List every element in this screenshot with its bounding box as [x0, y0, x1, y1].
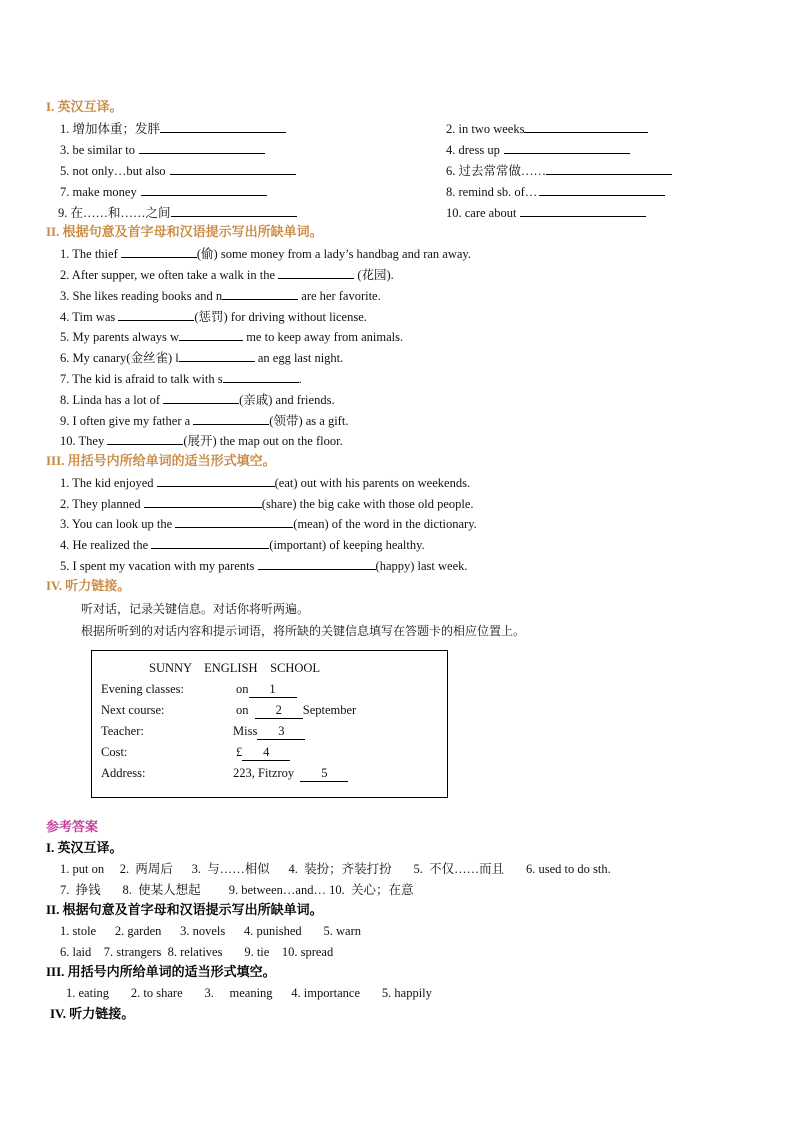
form-value-5 [233, 765, 348, 782]
s1-item-5-text: 5. not only…but also [60, 164, 166, 178]
s2-item-8-pre: 8. Linda has a lot of [60, 393, 164, 407]
s1-item-6-text: 6. 过去常常做…… [446, 164, 547, 178]
answers-s2-line-2: 6. laid 7. strangers 8. relatives 9. tie 10. spread [60, 945, 334, 959]
s3-blank-3[interactable] [175, 515, 293, 528]
form-label-4: Cost: [101, 745, 128, 759]
form-header: SUNNY ENGLISH SCHOOL [149, 661, 321, 675]
s1-item-8 [446, 183, 665, 200]
s2-item-1-post: (偷) some money from a lady’s handbag and ran away. [196, 247, 471, 261]
s1-blank-10[interactable] [520, 204, 646, 217]
s2-item-5-post: me to keep away from animals. [243, 330, 404, 344]
s1-item-10-text: 10. care about [446, 206, 517, 220]
s3-item-2-post: (share) the big cake with those old people. [261, 497, 474, 511]
s1-item-5 [60, 162, 296, 179]
form-blank-4[interactable]: 4 [242, 744, 290, 761]
s2-item-1-pre: 1. The thief [60, 247, 121, 261]
form-value-2-pre: on [236, 703, 255, 717]
answers-s2-title: II. 根据句意及首字母和汉语提示写出所缺单词。 [46, 902, 323, 917]
s2-blank-1[interactable] [121, 245, 197, 258]
s2-item-4-post: (惩罚) for driving without license. [194, 310, 367, 324]
form-value-4-pre: £ [236, 745, 243, 759]
form-blank-1[interactable]: 1 [249, 681, 297, 698]
s2-item-8 [60, 391, 335, 408]
s2-item-5 [60, 328, 403, 345]
s1-item-2 [446, 120, 648, 137]
s2-blank-8[interactable] [163, 391, 239, 404]
s1-blank-9[interactable] [171, 204, 297, 217]
s4-instruction-2: 根据所听到的对话内容和提示词语，将所缺的关键信息填写在答题卡的相应位置上。 [81, 624, 526, 638]
form-blank-2[interactable]: 2 [255, 702, 303, 719]
s2-item-5-pre: 5. My parents always w [60, 330, 180, 344]
s3-item-1 [60, 474, 470, 491]
s3-item-3-pre: 3. You can look up the [60, 517, 176, 531]
s2-blank-9[interactable] [193, 412, 269, 425]
answers-s4-title: IV. 听力链接。 [50, 1006, 135, 1021]
form-value-2-post: September [302, 703, 357, 717]
s2-item-6-pre: 6. My canary(金丝雀) l [60, 351, 179, 365]
s2-item-7-post: . [298, 372, 302, 386]
s3-item-4-pre: 4. He realized the [60, 538, 152, 552]
answers-s2-line-1: 1. stole 2. garden 3. novels 4. punished 5. warn [60, 924, 362, 938]
s1-item-10 [446, 204, 646, 221]
section-3-title: III. 用括号内所给单词的适当形式填空。 [46, 453, 276, 468]
form-label-2: Next course: [101, 703, 165, 717]
s2-item-9 [60, 412, 348, 429]
form-label-5: Address: [101, 766, 146, 780]
s2-item-9-post: (领带) as a gift. [269, 414, 349, 428]
answers-title: 参考答案 [46, 819, 99, 834]
s3-item-5-pre: 5. I spent my vacation with my parents [60, 559, 258, 573]
s3-blank-2[interactable] [144, 495, 262, 508]
s1-blank-4[interactable] [504, 141, 630, 154]
s2-blank-2[interactable] [278, 266, 354, 279]
section-1-title: I. 英汉互译。 [46, 99, 123, 114]
s2-item-7-pre: 7. The kid is afraid to talk with s [60, 372, 223, 386]
s1-item-3-text: 3. be similar to [60, 143, 135, 157]
form-value-3-pre: Miss [233, 724, 258, 738]
answers-s3-title: III. 用括号内所给单词的适当形式填空。 [46, 964, 276, 979]
form-label-1: Evening classes: [101, 682, 184, 696]
s4-instruction-1: 听对话，记录关键信息。对话你将听两遍。 [81, 602, 310, 616]
s2-item-3-post: are her favorite. [298, 289, 381, 303]
s3-item-4 [60, 536, 425, 553]
s2-blank-10[interactable] [107, 432, 183, 445]
s2-blank-3[interactable] [222, 287, 298, 300]
answers-s1-title: I. 英汉互译。 [46, 840, 123, 855]
s3-item-3-post: (mean) of the word in the dictionary. [293, 517, 477, 531]
form-value-1 [236, 681, 297, 698]
s2-blank-4[interactable] [118, 308, 194, 321]
s1-item-6 [446, 162, 672, 179]
s3-blank-4[interactable] [151, 536, 269, 549]
s3-item-4-post: (important) of keeping healthy. [269, 538, 425, 552]
s3-blank-5[interactable] [258, 557, 376, 570]
s2-item-6-post: an egg last night. [254, 351, 344, 365]
s2-item-2-pre: 2. After supper, we often take a walk in the [60, 268, 279, 282]
s2-item-8-post: (亲戚) and friends. [239, 393, 335, 407]
s1-blank-1[interactable] [160, 120, 286, 133]
form-blank-3[interactable]: 3 [257, 723, 305, 740]
form-value-4 [236, 744, 290, 761]
s3-item-1-pre: 1. The kid enjoyed [60, 476, 157, 490]
s2-item-4-pre: 4. Tim was [60, 310, 119, 324]
section-4-title: IV. 听力链接。 [46, 578, 131, 593]
s1-blank-3[interactable] [139, 141, 265, 154]
answers-s1-line-2: 7. 挣钱 8. 使某人想起 9. between…and… 10. 关心；在意 [60, 883, 414, 897]
s2-item-3 [60, 287, 381, 304]
s2-item-2-post: (花园). [354, 268, 394, 282]
s1-blank-5[interactable] [170, 162, 296, 175]
s1-item-3 [60, 141, 265, 158]
section-2-title: II. 根据句意及首字母和汉语提示写出所缺单词。 [46, 224, 323, 239]
s1-item-4-text: 4. dress up [446, 143, 500, 157]
s1-item-1 [60, 120, 286, 137]
s3-item-2 [60, 495, 474, 512]
answers-s1-line-1: 1. put on 2. 两周后 3. 与……相似 4. 装扮；齐装打扮 5. 不仅……而且 6. used to do sth. [60, 862, 611, 876]
s2-item-10-pre: 10. They [60, 434, 108, 448]
s3-item-2-pre: 2. They planned [60, 497, 144, 511]
s2-item-4 [60, 308, 367, 325]
s3-item-5 [60, 557, 468, 574]
s2-item-3-pre: 3. She likes reading books and n [60, 289, 223, 303]
answers-s3-line-1: 1. eating 2. to share 3. meaning 4. importance 5. happily [66, 986, 432, 1000]
s2-item-2 [60, 266, 394, 283]
s1-item-8-text: 8. remind sb. of… [446, 185, 538, 199]
s2-blank-5[interactable] [179, 328, 243, 341]
s3-item-1-post: (eat) out with his parents on weekends. [274, 476, 471, 490]
s1-item-4 [446, 141, 630, 158]
s1-blank-7[interactable] [141, 183, 267, 196]
s2-item-6 [60, 349, 343, 366]
s2-item-7 [60, 370, 302, 387]
form-value-5-pre: 223, Fitzroy [233, 766, 301, 780]
form-blank-5[interactable]: 5 [300, 765, 348, 782]
s2-item-9-pre: 9. I often give my father a [60, 414, 194, 428]
s1-item-2-text: 2. in two weeks [446, 122, 525, 136]
s3-blank-1[interactable] [157, 474, 275, 487]
s2-item-10 [60, 432, 343, 449]
s1-item-7-text: 7. make money [60, 185, 137, 199]
form-value-1-pre: on [236, 682, 249, 696]
s3-item-5-post: (happy) last week. [375, 559, 468, 573]
s2-blank-7[interactable] [223, 370, 299, 383]
s2-item-10-post: (展开) the map out on the floor. [183, 434, 343, 448]
s1-item-1-text: 1. 增加体重；发胖 [60, 122, 161, 136]
listening-form-box [91, 650, 448, 798]
form-label-3: Teacher: [101, 724, 144, 738]
form-value-3 [233, 723, 305, 740]
s1-blank-6[interactable] [546, 162, 672, 175]
form-value-2 [236, 702, 356, 719]
s1-item-9 [58, 204, 297, 221]
s1-item-7 [60, 183, 267, 200]
s3-item-3 [60, 515, 477, 532]
s1-item-9-text: 9. 在……和……之间 [58, 206, 171, 220]
s1-blank-8[interactable] [539, 183, 665, 196]
s2-item-1 [60, 245, 471, 262]
s1-blank-2[interactable] [524, 120, 648, 133]
s2-blank-6[interactable] [179, 349, 255, 362]
